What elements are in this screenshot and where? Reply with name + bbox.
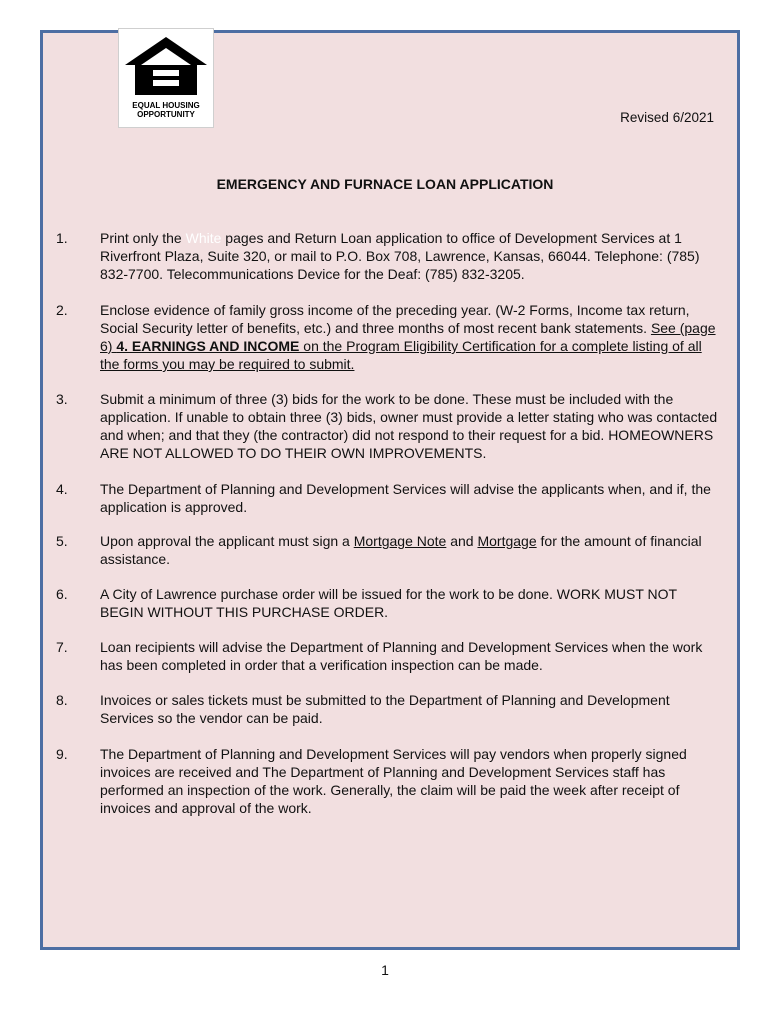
logo-text-line1: EQUAL HOUSING — [132, 101, 200, 110]
item-text: Print only the White pages and Return Loan application to office of Development Services at 1 Riverfront Plaza, Suite 320, or mail to P.O. Box 708, Lawrence, Kansas, 66044. Telephone: (785) 832-7700. Telecommunications Device for the Deaf: (785) 832-3205. — [100, 230, 700, 282]
item-text: Enclose evidence of family gross income of the preceding year. (W-2 Forms, Income tax return, Social Security letter of benefits, etc.) and three months of most recent bank statements. See (page 6) 4. EARNINGS AND INCOME on the Program Eligibility Certification for a complete listing of all the forms you may be required to submit. — [100, 302, 716, 372]
page-title: EMERGENCY AND FURNACE LOAN APPLICATION — [216, 176, 554, 192]
item-text: Invoices or sales tickets must be submitted to the Department of Planning and Development Services so the vendor can be paid. — [100, 692, 670, 726]
item-text: The Department of Planning and Development Services will pay vendors when properly signed invoices are received and The Department of Planning and Development Services staff has performed an inspection of the work. Generally, the claim will be paid the week after receipt of invoices and approval of the work. — [100, 746, 687, 816]
item-number: 6. — [56, 586, 68, 602]
item-number: 8. — [56, 692, 68, 708]
white-highlight: White — [185, 230, 222, 246]
item-number: 9. — [56, 746, 68, 762]
item-text: The Department of Planning and Development Services will advise the applicants when, and if, the application is approved. — [100, 481, 711, 515]
eligibility-link[interactable]: See (page 6) 4. EARNINGS AND INCOME on the Program Eligibility Certification for a complete listing of all the forms you may be required to submit. — [100, 320, 716, 372]
item-number: 3. — [56, 391, 68, 407]
item-text: A City of Lawrence purchase order will be issued for the work to be done. WORK MUST NOT BEGIN WITHOUT THIS PURCHASE ORDER. — [100, 586, 677, 620]
revised-date: Revised 6/2021 — [620, 110, 714, 125]
item-text: Loan recipients will advise the Department of Planning and Development Services when the work has been completed in order that a verification inspection can be made. — [100, 639, 703, 673]
equal-housing-logo — [118, 28, 214, 128]
item-number: 1. — [56, 230, 68, 246]
item-text: Upon approval the applicant must sign a Mortgage Note and Mortgage for the amount of financial assistance. — [100, 533, 702, 567]
mortgage-note-link[interactable]: Mortgage Note — [353, 533, 447, 549]
item-text: Submit a minimum of three (3) bids for the work to be done. These must be included with the application. If unable to obtain three (3) bids, owner must provide a letter stating who was contacted and when; and that they (the contractor) did not respond to their request for a bid. HOMEOWNERS ARE NOT ALLOWED TO DO THEIR OWN IMPROVEMENTS. — [100, 391, 718, 461]
item-number: 2. — [56, 302, 68, 318]
logo-text-line2: OPPORTUNITY — [137, 110, 195, 119]
mortgage-link[interactable]: Mortgage — [477, 533, 537, 549]
house-icon — [123, 33, 209, 99]
item-number: 5. — [56, 533, 68, 549]
item-number: 7. — [56, 639, 68, 655]
item-number: 4. — [56, 481, 68, 497]
page-number: 1 — [381, 962, 389, 978]
